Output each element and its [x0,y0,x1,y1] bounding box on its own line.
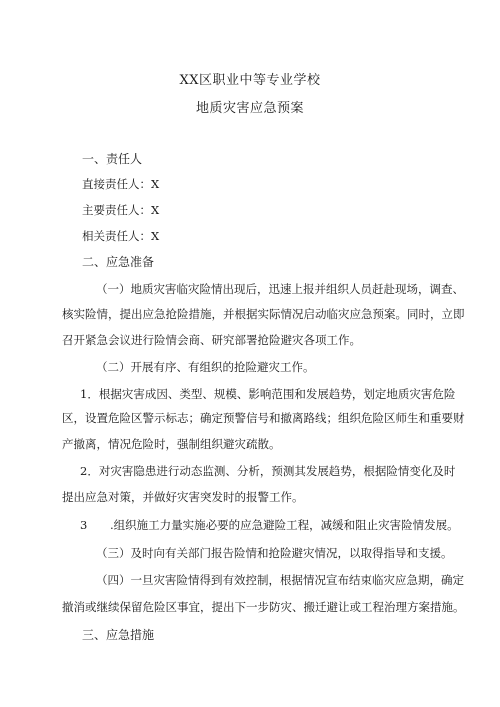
paragraph-line: （三）及时向有关部门报告险情和抢险避灾情况，以取得指导和支援。 [96,546,453,560]
main-responsible-line: 主要责任人：X [82,203,160,217]
paragraph-line: 产撤离，情况危险时，强制组织避灾疏散。 [62,437,281,451]
item-text: .组织施工力量实施必要的应急避险工程，减缓和阻止灾害险情发展。 [110,518,459,532]
paragraph-line: 提出应急对策，并做好灾害突发时的报警工作。 [62,490,304,504]
paragraph-line: （四）一旦灾害险情得到有效控制，根据情况宣布结束临灾应急期，确定 [96,573,464,587]
plan-title: 地质灾害应急预案 [195,101,304,116]
paragraph-line: （一）地质灾害临灾险情出现后，迅速上报并组织人员赶赴现场，调查、 [96,282,464,296]
section-heading-preparation: 二、应急准备 [82,255,155,269]
paragraph-line: 2．对灾害隐患进行动态监测、分析，预测其发展趋势，根据险情变化及时 [80,464,456,478]
school-title: XX区职业中等专业学校 [179,73,321,88]
paragraph-line [80,518,459,532]
paragraph-line: 召开紧急会议进行险情会商、研究部署抢险避灾各项工作。 [62,333,361,347]
paragraph-line: 1．根据灾害成因、类型、规模、影响范围和发展趋势，划定地质灾害危险 [80,387,456,401]
item-number: 3 [80,518,88,532]
related-responsible-line: 相关责任人：X [82,229,160,243]
paragraph-line: 撤消或继续保留危险区事宜，提出下一步防灾、搬迁避让或工程治理方案措施。 [62,600,465,614]
section-heading-responsible: 一、责任人 [82,152,143,166]
paragraph-line: 区，设置危险区警示标志；确定预警信号和撤离路线；组织危险区师生和重要财 [62,411,465,425]
direct-responsible-line: 直接责任人：X [82,177,160,191]
paragraph-line: 核实险情，提出应急抢险措施，并根据实际情况启动临灾应急预案。同时，立即 [62,307,465,321]
paragraph-line: （二）开展有序、有组织的抢险避灾工作。 [96,360,315,374]
section-heading-measures: 三、应急措施 [82,628,155,642]
